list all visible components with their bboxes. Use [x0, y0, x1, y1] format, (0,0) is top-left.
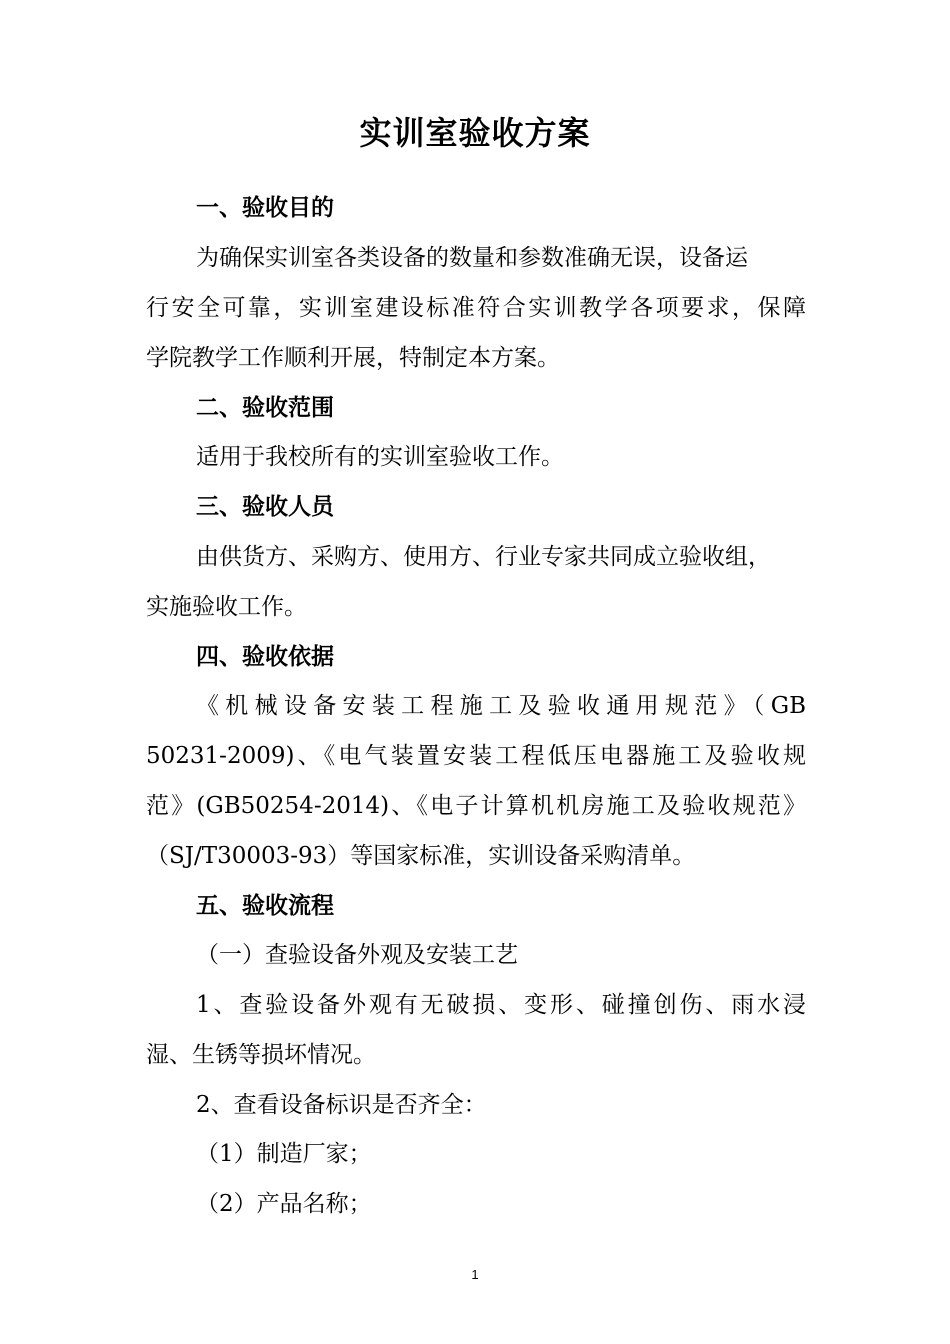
section-heading-scope: 二、验收范围 [196, 395, 334, 421]
list-item: （1）制造厂家； [196, 1141, 372, 1167]
section-heading-basis: 四、验收依据 [196, 644, 334, 670]
list-item: （2）产品名称； [196, 1191, 372, 1217]
paragraph-line: 2、查看设备标识是否齐全： [196, 1092, 487, 1118]
paragraph-line: 适用于我校所有的实训室验收工作。 [196, 444, 564, 470]
paragraph-line: 实施验收工作。 [146, 594, 307, 620]
paragraph-line: 行安全可靠，实训室建设标准符合实训教学各项要求，保障 [146, 295, 806, 321]
subsection-heading: （一）查验设备外观及安装工艺 [196, 942, 518, 968]
paragraph-line: （SJ/T30003-93）等国家标准，实训设备采购清单。 [146, 843, 696, 869]
section-heading-process: 五、验收流程 [196, 893, 334, 919]
paragraph-line: 50231-2009)、《电气装置安装工程低压电器施工及验收规 [146, 743, 806, 769]
paragraph-line: 学院教学工作顺利开展，特制定本方案。 [146, 345, 560, 371]
paragraph-line: 由供货方、采购方、使用方、行业专家共同成立验收组， [196, 544, 771, 570]
paragraph-line: 1、查验设备外观有无破损、变形、碰撞创伤、雨水浸 [196, 992, 806, 1018]
paragraph-line: 湿、生锈等损坏情况。 [146, 1042, 376, 1068]
page-number: 1 [471, 1267, 479, 1282]
paragraph-line: 范》(GB50254-2014)、《电子计算机机房施工及验收规范》 [146, 793, 806, 819]
paragraph-line: 《机械设备安装工程施工及验收通用规范》（GB [196, 693, 806, 719]
section-heading-personnel: 三、验收人员 [196, 494, 334, 520]
section-heading-purpose: 一、验收目的 [196, 195, 334, 221]
page-title: 实训室验收方案 [359, 114, 591, 152]
paragraph-line: 为确保实训室各类设备的数量和参数准确无误，设备运 [196, 245, 748, 271]
